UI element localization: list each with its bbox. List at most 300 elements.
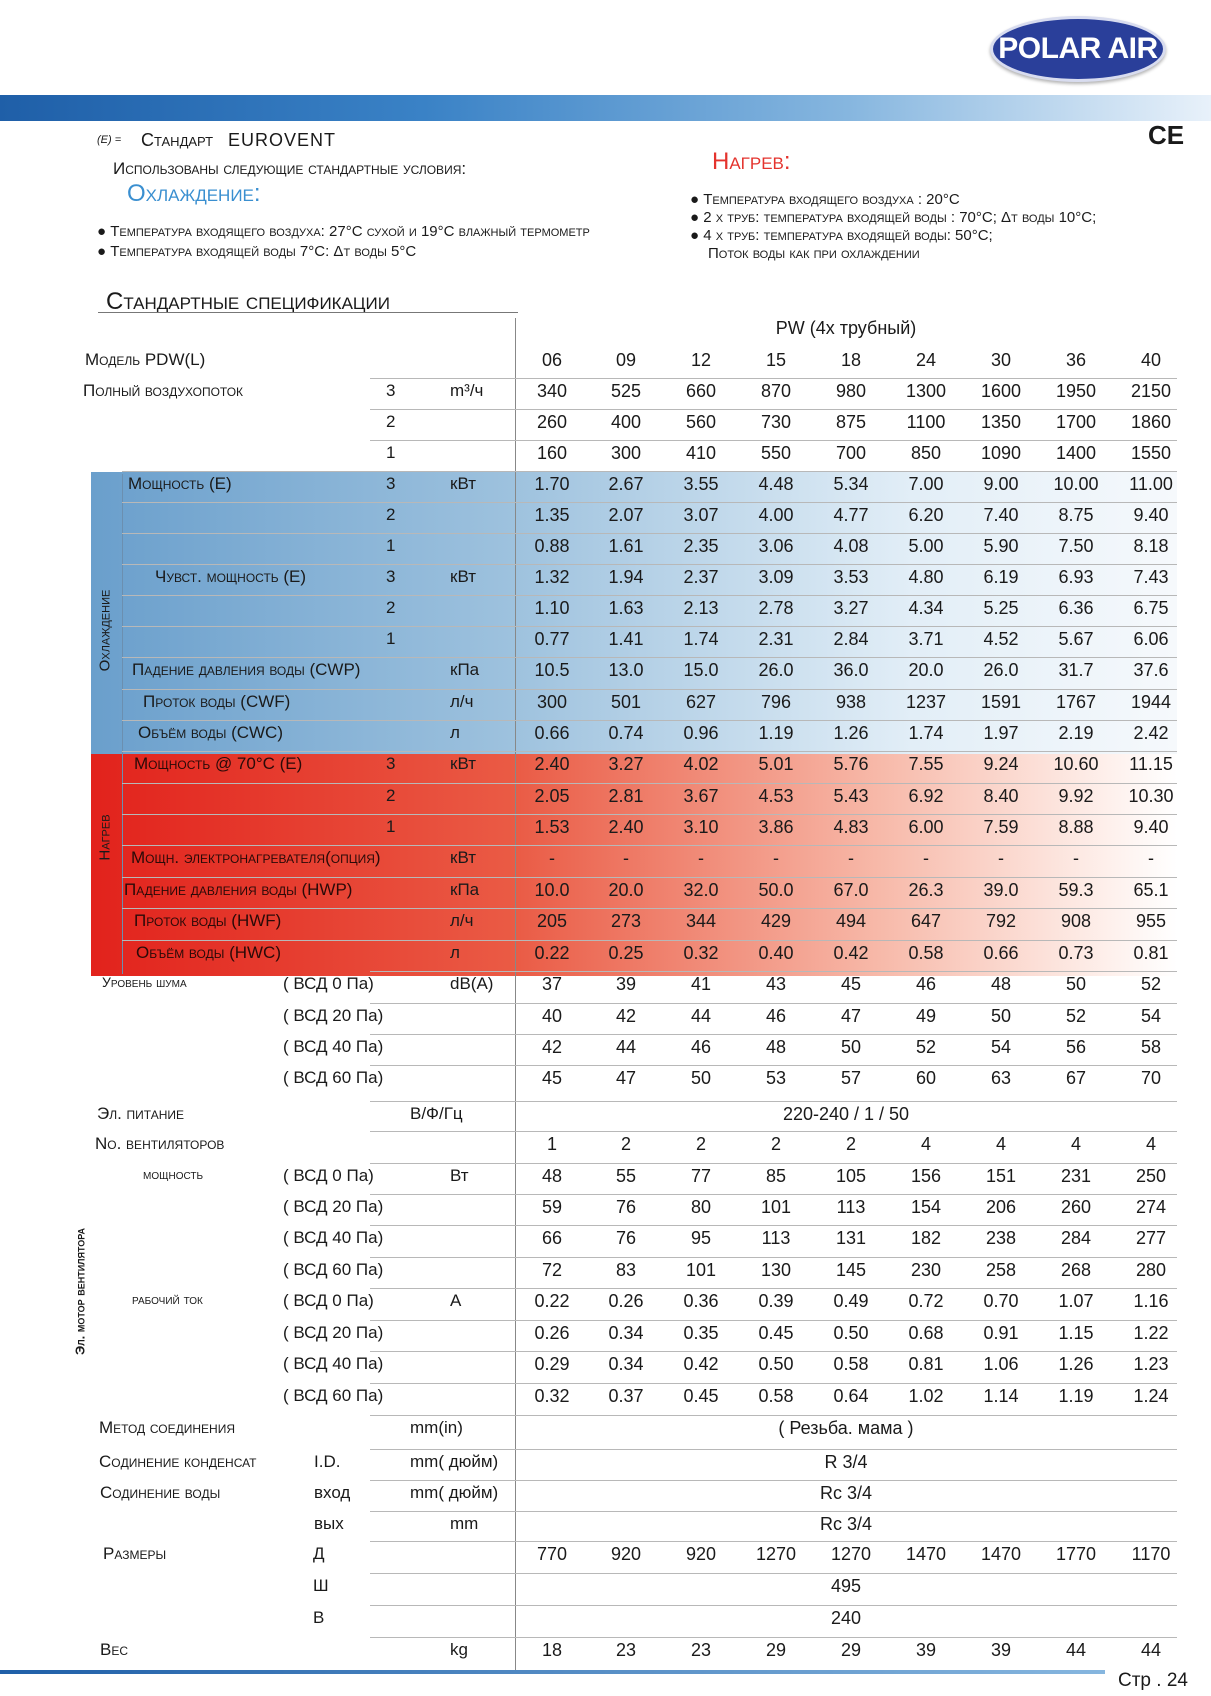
row-divider (370, 1163, 1177, 1164)
cell-value: 7.43 (1133, 567, 1169, 587)
cell-value: 10.0 (534, 880, 570, 900)
cell-value: 37 (541, 974, 563, 994)
cell-value: 4 (1070, 1134, 1081, 1154)
cell-value: 6.20 (908, 505, 944, 525)
cell-value: 0.58 (908, 943, 944, 963)
row-label: Мощность (E) (128, 474, 232, 493)
row-unit: mm( дюйм) (410, 1483, 499, 1502)
cell-value: - (998, 848, 1004, 868)
cell-value: 0.32 (683, 943, 719, 963)
cell-value: 2 (695, 1134, 706, 1154)
cell-value: 875 (835, 412, 867, 432)
row-sublabel: 3 (386, 381, 396, 400)
cell-value: 0.42 (683, 1354, 719, 1374)
row-divider (122, 564, 1177, 565)
cell-value: 44 (690, 1006, 712, 1026)
cell-value: 95 (690, 1228, 712, 1248)
row-label: Модель PDW(L) (85, 350, 206, 369)
cell-value: 268 (1060, 1260, 1092, 1280)
cell-value: 5.00 (908, 536, 944, 556)
cell-value: 1470 (905, 1544, 947, 1564)
row-divider (370, 409, 1177, 410)
row-unit: Вт (450, 1166, 469, 1185)
heating-condition-2pipe: ● 2 х труб: температура входящей воды : 70°C; Δt воды 10°C; (690, 209, 1097, 226)
row-divider (122, 471, 1177, 472)
cell-value: 67 (1065, 1068, 1087, 1088)
span-value: R 3/4 (824, 1452, 868, 1472)
cell-value: 1944 (1130, 692, 1172, 712)
cell-value: 70 (1140, 1068, 1162, 1088)
cell-value: 0.73 (1058, 943, 1094, 963)
row-unit: кВт (450, 567, 476, 586)
cell-value: 72 (541, 1260, 563, 1280)
cell-value: 2.07 (608, 505, 644, 525)
cell-value: 8.40 (983, 786, 1019, 806)
row-unit: mm(in) (410, 1418, 463, 1437)
row-divider (370, 1003, 1177, 1004)
cell-value: 0.74 (608, 723, 644, 743)
cell-value: 1.26 (833, 723, 869, 743)
cell-value: 156 (910, 1166, 942, 1186)
cell-value: 4.77 (833, 505, 869, 525)
cell-value: 0.50 (758, 1354, 794, 1374)
cell-value: 7.55 (908, 754, 944, 774)
row-divider (370, 1383, 1177, 1384)
section-underline (98, 312, 518, 313)
span-value: ( Резьба. мама ) (778, 1418, 914, 1438)
row-divider (122, 940, 1177, 941)
cell-value: 1.35 (534, 505, 570, 525)
cell-value: 80 (690, 1197, 712, 1217)
cell-value: 3.10 (683, 817, 719, 837)
row-divider (122, 845, 1177, 846)
cell-value: 44 (1140, 1640, 1162, 1660)
row-divider (370, 1511, 1177, 1512)
cell-value: - (1073, 848, 1079, 868)
row-sublabel: ( ВСД 40 Па) (283, 1228, 384, 1247)
cell-value: 76 (615, 1197, 637, 1217)
row-divider (370, 1541, 1177, 1542)
page-number: Стр . 24 (1118, 1670, 1188, 1691)
row-label: Сoдинение конденсат (99, 1452, 257, 1471)
cell-value: 9.40 (1133, 817, 1169, 837)
cell-value: 24 (915, 350, 937, 370)
cell-value: 230 (910, 1260, 942, 1280)
row-sublabel: 2 (386, 505, 396, 524)
cell-value: 4.53 (758, 786, 794, 806)
group-header: PW (4х трубный) (775, 318, 917, 338)
row-sublabel: вых (314, 1514, 344, 1533)
cell-value: 2.40 (534, 754, 570, 774)
cell-value: 26.0 (758, 660, 794, 680)
cell-value: 2.37 (683, 567, 719, 587)
cell-value: 4.80 (908, 567, 944, 587)
cell-value: 1.07 (1058, 1291, 1094, 1311)
cell-value: 0.36 (683, 1291, 719, 1311)
row-divider (370, 1415, 1177, 1416)
cell-value: 36 (1065, 350, 1087, 370)
row-divider (122, 720, 1177, 721)
row-divider (370, 1320, 1177, 1321)
row-sublabel: 1 (386, 536, 396, 555)
cell-value: 151 (985, 1166, 1017, 1186)
eurovent-name: EUROVENT (228, 130, 337, 150)
cell-value: 30 (990, 350, 1012, 370)
row-label: Падение давления воды (HWP) (124, 880, 353, 899)
cell-value: 429 (760, 911, 792, 931)
cell-value: 1591 (980, 692, 1022, 712)
cell-value: 101 (685, 1260, 717, 1280)
cooling-heading: Охлаждение: (127, 180, 261, 207)
cell-value: 54 (990, 1037, 1012, 1057)
row-sublabel: 2 (386, 786, 396, 805)
cell-value: 4 (995, 1134, 1006, 1154)
cell-value: 4.48 (758, 474, 794, 494)
cell-value: 3.06 (758, 536, 794, 556)
cell-value: 3.67 (683, 786, 719, 806)
side-label-heating: Нагрев (96, 814, 114, 861)
cell-value: 45 (840, 974, 862, 994)
cell-value: 8.18 (1133, 536, 1169, 556)
cell-value: 6.93 (1058, 567, 1094, 587)
cell-value: 06 (541, 350, 563, 370)
row-sublabel: 1 (386, 817, 396, 836)
row-unit: кВт (450, 474, 476, 493)
row-label: Проток воды (HWF) (134, 911, 282, 930)
cell-value: 52 (915, 1037, 937, 1057)
cell-value: 870 (760, 381, 792, 401)
cell-value: 2.05 (534, 786, 570, 806)
cell-value: 29 (840, 1640, 862, 1660)
cell-value: 1550 (1130, 443, 1172, 463)
cell-value: 6.19 (983, 567, 1019, 587)
cell-value: 3.07 (683, 505, 719, 525)
cell-value: 1860 (1130, 412, 1172, 432)
cell-value: 49 (915, 1006, 937, 1026)
cell-value: 9.92 (1058, 786, 1094, 806)
cell-value: 1.19 (758, 723, 794, 743)
cell-value: 83 (615, 1260, 637, 1280)
cell-value: 60 (915, 1068, 937, 1088)
cell-value: 0.42 (833, 943, 869, 963)
cell-value: 280 (1135, 1260, 1167, 1280)
row-label: Эл. питание (97, 1104, 185, 1123)
row-divider (122, 502, 1177, 503)
cell-value: 3.71 (908, 629, 944, 649)
row-unit: кПа (450, 660, 480, 679)
cell-value: 5.34 (833, 474, 869, 494)
polar-air-logo: POLAR AIR (990, 16, 1166, 82)
footer-band (0, 1670, 1105, 1674)
cell-value: 770 (536, 1544, 568, 1564)
cell-value: 284 (1060, 1228, 1092, 1248)
cell-value: 40 (541, 1006, 563, 1026)
cell-value: 44 (1065, 1640, 1087, 1660)
cell-value: 0.66 (983, 943, 1019, 963)
cell-value: 792 (985, 911, 1017, 931)
cell-value: 52 (1065, 1006, 1087, 1026)
cell-value: 50 (690, 1068, 712, 1088)
cell-value: 955 (1135, 911, 1167, 931)
row-label: Вес (100, 1640, 129, 1659)
cell-value: 2.42 (1133, 723, 1169, 743)
cell-value: 0.39 (758, 1291, 794, 1311)
cell-value: 1.19 (1058, 1386, 1094, 1406)
row-divider (122, 908, 1177, 909)
cell-value: 67.0 (833, 880, 869, 900)
cell-value: 647 (910, 911, 942, 931)
cell-value: 340 (536, 381, 568, 401)
cell-value: 0.70 (983, 1291, 1019, 1311)
row-divider (122, 533, 1177, 534)
row-divider (122, 595, 1177, 596)
cell-value: 2.40 (608, 817, 644, 837)
heating-condition-4pipe: ● 4 х труб: температура входящей воды: 50°C; (690, 227, 993, 244)
cell-value: 10.5 (534, 660, 570, 680)
cell-value: 1.06 (983, 1354, 1019, 1374)
cell-value: 1.16 (1133, 1291, 1169, 1311)
heating-condition-flow: Поток воды как при охлаждении (708, 245, 920, 262)
cell-value: 85 (765, 1166, 787, 1186)
row-label: мощность (143, 1166, 204, 1182)
cell-value: 0.34 (608, 1323, 644, 1343)
cell-value: 8.75 (1058, 505, 1094, 525)
row-label: Уровень шума (102, 974, 187, 990)
cell-value: 0.34 (608, 1354, 644, 1374)
cell-value: 0.45 (683, 1386, 719, 1406)
cell-value: 131 (835, 1228, 867, 1248)
cell-value: 52 (1140, 974, 1162, 994)
heating-heading: Нагрев: (712, 148, 791, 175)
cell-value: 7.00 (908, 474, 944, 494)
row-sublabel: 2 (386, 412, 396, 431)
cell-value: 980 (835, 381, 867, 401)
row-sublabel: 1 (386, 443, 396, 462)
cell-value: 47 (615, 1068, 637, 1088)
row-label: Проток воды (CWF) (143, 692, 291, 711)
row-unit: л (450, 943, 460, 962)
cell-value: 1 (546, 1134, 557, 1154)
cell-value: 18 (840, 350, 862, 370)
cell-value: 11.15 (1129, 754, 1173, 774)
row-sublabel: I.D. (314, 1452, 341, 1471)
row-divider (370, 1449, 1177, 1450)
cell-value: 1100 (906, 412, 946, 432)
row-divider (122, 814, 1177, 815)
cell-value: 1.32 (534, 567, 570, 587)
row-sublabel: ( ВСД 0 Па) (283, 1166, 374, 1185)
cell-value: 36.0 (833, 660, 869, 680)
cell-value: 20.0 (608, 880, 644, 900)
cell-value: 5.01 (758, 754, 794, 774)
header-band (0, 95, 1211, 121)
cell-value: 2.19 (1058, 723, 1094, 743)
row-divider (370, 1065, 1177, 1066)
row-label: рабочий ток (132, 1291, 203, 1307)
row-sublabel: 2 (386, 598, 396, 617)
row-sublabel: 1 (386, 629, 396, 648)
cell-value: 4.83 (833, 817, 869, 837)
cell-value: 260 (1060, 1197, 1092, 1217)
cell-value: 15 (765, 350, 787, 370)
row-divider (370, 1573, 1177, 1574)
cell-value: 0.72 (908, 1291, 944, 1311)
cell-value: 1270 (755, 1544, 797, 1564)
cell-value: 11.00 (1129, 474, 1173, 494)
cell-value: 273 (610, 911, 642, 931)
cell-value: 1.97 (983, 723, 1019, 743)
cell-value: 59 (541, 1197, 563, 1217)
cell-value: 560 (685, 412, 717, 432)
cell-value: 4 (920, 1134, 931, 1154)
cell-value: 0.37 (608, 1386, 644, 1406)
cell-value: 42 (541, 1037, 563, 1057)
cell-value: 10.30 (1128, 786, 1174, 806)
row-label: Падение давления воды (CWP) (132, 660, 361, 679)
cell-value: 48 (990, 974, 1012, 994)
cell-value: 4.52 (983, 629, 1019, 649)
cell-value: 29 (765, 1640, 787, 1660)
cell-value: 45 (541, 1068, 563, 1088)
cell-value: 300 (610, 443, 642, 463)
cell-value: 10.60 (1053, 754, 1099, 774)
row-sublabel: ( ВСД 60 Па) (283, 1386, 384, 1405)
cell-value: - (773, 848, 779, 868)
cell-value: 39 (615, 974, 637, 994)
cell-value: 182 (910, 1228, 942, 1248)
row-sublabel: ( ВСД 20 Па) (283, 1323, 384, 1342)
cell-value: 400 (610, 412, 642, 432)
cell-value: 660 (685, 381, 717, 401)
cell-value: 40 (1140, 350, 1162, 370)
row-label: Чувст. мощность (E) (155, 567, 307, 586)
cell-value: 53 (765, 1068, 787, 1088)
row-sublabel: ( ВСД 40 Па) (283, 1037, 384, 1056)
row-sublabel: ( ВСД 20 Па) (283, 1197, 384, 1216)
cell-value: 58 (1140, 1037, 1162, 1057)
cell-value: 501 (610, 692, 642, 712)
cell-value: 250 (1135, 1166, 1167, 1186)
row-unit: кВт (450, 848, 476, 867)
row-sublabel: В (313, 1608, 325, 1627)
side-label-cooling: Охлаждение (96, 589, 114, 672)
cell-value: 5.25 (983, 598, 1019, 618)
cell-value: 09 (615, 350, 637, 370)
cell-value: 1.10 (534, 598, 570, 618)
cell-value: 2.35 (683, 536, 719, 556)
cell-value: 0.35 (683, 1323, 719, 1343)
cell-value: 1.22 (1133, 1323, 1169, 1343)
cell-value: 9.24 (983, 754, 1019, 774)
cell-value: 1770 (1055, 1544, 1097, 1564)
cell-value: 46 (915, 974, 937, 994)
cell-value: 0.22 (534, 943, 570, 963)
cell-value: 10.00 (1053, 474, 1099, 494)
cell-value: 206 (985, 1197, 1017, 1217)
cell-value: 1.70 (534, 474, 570, 494)
cell-value: 113 (836, 1197, 866, 1217)
cell-value: 13.0 (608, 660, 644, 680)
cell-value: 0.32 (534, 1386, 570, 1406)
cell-value: 2.31 (758, 629, 794, 649)
eurovent-note-mark: (E) = (97, 134, 122, 146)
cell-value: 4.08 (833, 536, 869, 556)
cell-value: 730 (760, 412, 792, 432)
cell-value: 0.40 (758, 943, 794, 963)
cell-value: 0.50 (833, 1323, 869, 1343)
cell-value: 231 (1060, 1166, 1092, 1186)
cell-value: 50 (1065, 974, 1087, 994)
side-label-fan-motor: Эл. мотор вентилятора (72, 1228, 88, 1355)
cell-value: 2 (845, 1134, 856, 1154)
cell-value: 145 (835, 1260, 867, 1280)
cell-value: 3.27 (833, 598, 869, 618)
cell-value: 1.53 (534, 817, 570, 837)
cell-value: - (923, 848, 929, 868)
row-sublabel: 3 (386, 754, 396, 773)
cell-value: 1.24 (1133, 1386, 1169, 1406)
cell-value: 0.25 (608, 943, 644, 963)
cell-value: 1400 (1055, 443, 1097, 463)
cell-value: 6.92 (908, 786, 944, 806)
cell-value: 20.0 (908, 660, 944, 680)
cell-value: 154 (910, 1197, 942, 1217)
cell-value: 0.64 (833, 1386, 869, 1406)
row-label: Мощн. электронагревателя(опция) (131, 848, 381, 867)
cell-value: 6.00 (908, 817, 944, 837)
cell-value: 8.88 (1058, 817, 1094, 837)
cell-value: 50 (840, 1037, 862, 1057)
row-sublabel: Ш (313, 1576, 329, 1595)
cell-value: 938 (835, 692, 867, 712)
row-unit: dB(A) (450, 974, 494, 993)
cell-value: 5.43 (833, 786, 869, 806)
cell-value: 1470 (980, 1544, 1022, 1564)
row-divider (370, 1257, 1177, 1258)
cell-value: 525 (610, 381, 642, 401)
cell-value: 63 (990, 1068, 1012, 1088)
cell-value: 0.26 (534, 1323, 570, 1343)
cell-value: 920 (685, 1544, 717, 1564)
cell-value: 31.7 (1058, 660, 1094, 680)
row-divider (122, 877, 1177, 878)
span-value: 240 (830, 1608, 862, 1628)
row-sublabel: вход (314, 1483, 351, 1502)
cell-value: 1270 (830, 1544, 872, 1564)
cell-value: 65.1 (1133, 880, 1169, 900)
cell-value: 105 (835, 1166, 867, 1186)
cell-value: 1300 (905, 381, 947, 401)
cell-value: 1237 (905, 692, 947, 712)
row-divider (370, 1101, 1177, 1102)
row-divider (370, 1605, 1177, 1606)
cell-value: 3.53 (833, 567, 869, 587)
cell-value: 6.36 (1058, 598, 1094, 618)
cell-value: - (698, 848, 704, 868)
row-label: Размеры (103, 1544, 167, 1563)
row-sublabel: Д (313, 1544, 325, 1563)
cell-value: 160 (536, 443, 568, 463)
cell-value: 26.0 (983, 660, 1019, 680)
cell-value: 32.0 (683, 880, 719, 900)
cell-value: 1.74 (683, 629, 719, 649)
cell-value: 0.88 (534, 536, 570, 556)
cell-value: 344 (685, 911, 717, 931)
cell-value: 3.27 (608, 754, 644, 774)
cell-value: 54 (1140, 1006, 1162, 1026)
cell-value: 260 (536, 412, 568, 432)
row-unit: л/ч (450, 692, 474, 711)
